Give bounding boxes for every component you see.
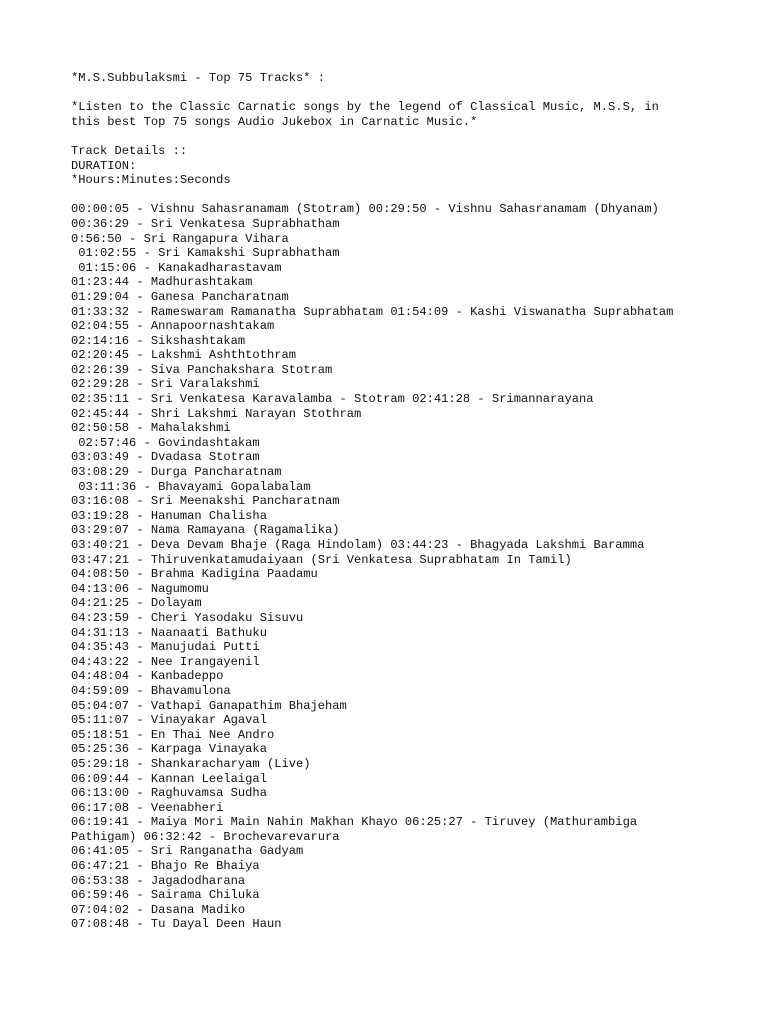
track-line: 06:13:00 - Raghuvamsa Sudha <box>71 786 267 801</box>
track-line: 06:47:21 - Bhajo Re Bhaiya <box>71 859 260 874</box>
track-line: 04:35:43 - Manujudai Putti <box>71 640 260 655</box>
track-line: 02:57:46 - Govindashtakam <box>71 435 260 450</box>
track-line: 02:26:39 - Siva Panchakshara Stotram <box>71 362 333 377</box>
track-line: 04:31:13 - Naanaati Bathuku <box>71 625 267 640</box>
track-line: 02:29:28 - Sri Varalakshmi <box>71 377 260 392</box>
track-line: Pathigam) 06:32:42 - Brochevarevarura <box>71 829 340 844</box>
track-line: 04:43:22 - Nee Irangayenil <box>71 654 260 669</box>
details-line: DURATION: <box>71 158 137 173</box>
track-line: 03:47:21 - Thiruvenkatamudaiyaan (Sri Venkatesa Suprabhatam In Tamil) <box>71 552 572 567</box>
track-line: 0:56:50 - Sri Rangapura Vihara <box>71 231 289 246</box>
track-line: 03:19:28 - Hanuman Chalisha <box>71 508 267 523</box>
track-line: 03:11:36 - Bhavayami Gopalabalam <box>71 479 311 494</box>
track-line: 02:35:11 - Sri Venkatesa Karavalamba - Stotram 02:41:28 - Srimannarayana <box>71 392 594 407</box>
track-line: 01:02:55 - Sri Kamakshi Suprabhatham <box>71 246 340 261</box>
track-details-header <box>71 144 751 188</box>
intro-line: *Listen to the Classic Carnatic songs by the legend of Classical Music, M.S.S, in <box>71 100 659 115</box>
track-list <box>71 202 751 932</box>
track-line: 01:15:06 - Kanakadharastavam <box>71 260 282 275</box>
track-line: 04:48:04 - Kanbadeppo <box>71 669 224 684</box>
track-line: 00:36:29 - Sri Venkatesa Suprabhatham <box>71 216 340 231</box>
details-line: *Hours:Minutes:Seconds <box>71 173 231 188</box>
blank-line <box>71 129 751 144</box>
track-line: 02:50:58 - Mahalakshmi <box>71 421 231 436</box>
track-line: 05:04:07 - Vathapi Ganapathim Bhajeham <box>71 698 347 713</box>
details-line: Track Details :: <box>71 143 188 158</box>
intro-paragraph <box>71 100 751 129</box>
track-line: 05:25:36 - Karpaga Vinayaka <box>71 742 267 757</box>
track-line: 03:03:49 - Dvadasa Stotram <box>71 450 260 465</box>
track-line: 04:23:59 - Cheri Yasodaku Sisuvu <box>71 610 304 625</box>
track-line: 04:08:50 - Brahma Kadigina Paadamu <box>71 567 318 582</box>
track-line: 06:17:08 - Veenabheri <box>71 800 224 815</box>
track-line: 05:18:51 - En Thai Nee Andro <box>71 727 275 742</box>
track-line: 05:11:07 - Vinayakar Agaval <box>71 713 267 728</box>
track-line: 06:41:05 - Sri Ranganatha Gadyam <box>71 844 304 859</box>
track-line: 01:33:32 - Rameswaram Ramanatha Suprabhatam 01:54:09 - Kashi Viswanatha Suprabhatam <box>71 304 674 319</box>
track-line: 02:14:16 - Sikshashtakam <box>71 333 246 348</box>
track-line: 06:09:44 - Kannan Leelaigal <box>71 771 267 786</box>
track-line: 04:21:25 - Dolayam <box>71 596 202 611</box>
track-line: 02:45:44 - Shri Lakshmi Narayan Stothram <box>71 406 362 421</box>
track-line: 07:08:48 - Tu Dayal Deen Haun <box>71 917 282 932</box>
track-line: 06:53:38 - Jagadodharana <box>71 873 246 888</box>
track-line: 07:04:02 - Dasana Madiko <box>71 902 246 917</box>
track-line: 02:20:45 - Lakshmi Ashthtothram <box>71 348 296 363</box>
intro-line: this best Top 75 songs Audio Jukebox in Carnatic Music.* <box>71 114 478 129</box>
track-line: 04:59:09 - Bhavamulona <box>71 683 231 698</box>
track-line: 06:59:46 - Sairama Chiluka <box>71 888 260 903</box>
track-line: 05:29:18 - Shankaracharyam (Live) <box>71 756 311 771</box>
document-title: *M.S.Subbulaksmi - Top 75 Tracks* : <box>71 71 326 85</box>
track-line: 00:00:05 - Vishnu Sahasranamam (Stotram) 00:29:50 - Vishnu Sahasranamam (Dhyanam) <box>71 202 659 217</box>
document-page <box>71 71 751 932</box>
track-line: 02:04:55 - Annapoornashtakam <box>71 319 275 334</box>
track-line: 06:19:41 - Maiya Mori Main Nahin Makhan Khayo 06:25:27 - Tiruvey (Mathurambiga <box>71 815 638 830</box>
track-line: 04:13:06 - Nagumomu <box>71 581 209 596</box>
track-line: 03:29:07 - Nama Ramayana (Ragamalika) <box>71 523 340 538</box>
track-line: 01:29:04 - Ganesa Pancharatnam <box>71 289 289 304</box>
track-line: 03:40:21 - Deva Devam Bhaje (Raga Hindolam) 03:44:23 - Bhagyada Lakshmi Baramma <box>71 538 645 552</box>
track-line: 03:08:29 - Durga Pancharatnam <box>71 465 282 480</box>
track-line: 01:23:44 - Madhurashtakam <box>71 275 253 290</box>
blank-line <box>71 188 751 203</box>
blank-line <box>71 86 751 101</box>
track-line: 03:16:08 - Sri Meenakshi Pancharatnam <box>71 494 340 509</box>
